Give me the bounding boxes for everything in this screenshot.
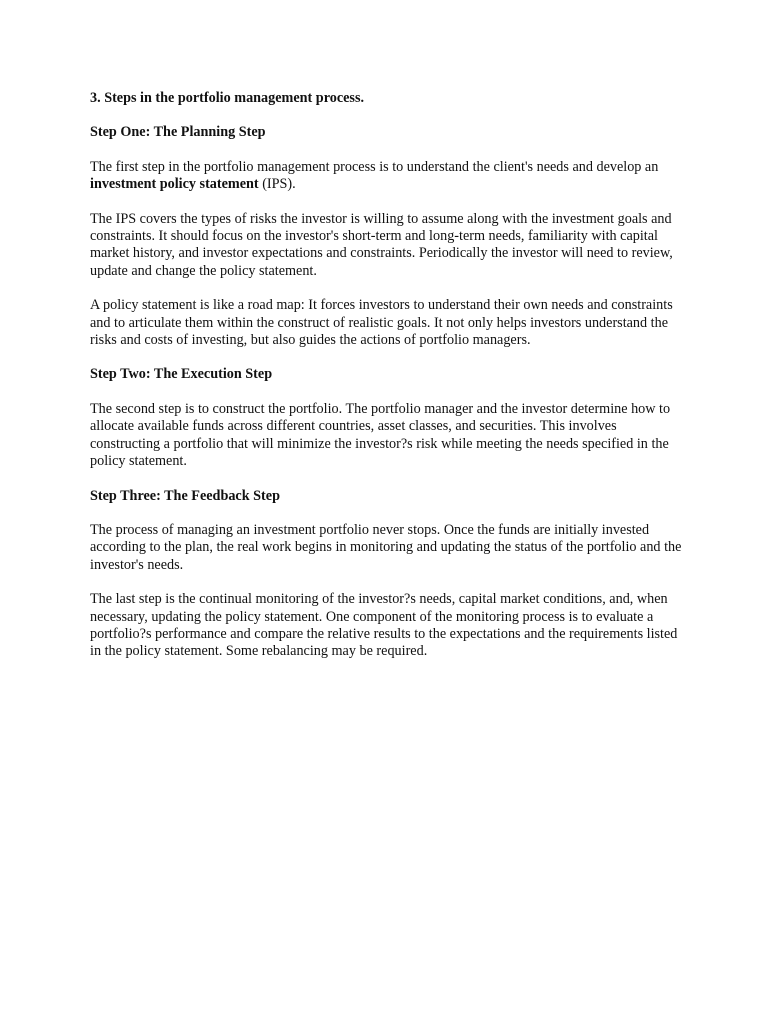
step-three-heading: Step Three: The Feedback Step <box>90 487 280 504</box>
document-content <box>90 90 690 678</box>
ips-term-bold: investment policy statement <box>90 176 259 193</box>
step-two-heading: Step Two: The Execution Step <box>90 366 273 383</box>
step-three-paragraph-2: The last step is the continual monitoring of the investor?s needs, capital market conditions, and, when necessary, updating the policy statement. One component of the monitoring process is to evaluate a portfolio?s performance and compare the relative results to the expectations and the requirements listed in the policy statement. Some rebalancing may be required. <box>90 591 678 660</box>
step-three-paragraph-1: The process of managing an investment portfolio never stops. Once the funds are initially invested according to the plan, the real work begins in monitoring and updating the status of the portfolio and the investor's needs. <box>90 521 682 573</box>
section-title: 3. Steps in the portfolio management process. <box>90 90 365 106</box>
step-one-paragraph-3: A policy statement is like a road map: It forces investors to understand their own needs and constraints and to articulate them within the construct of realistic goals. It not only helps investors understand the risks and costs of investing, but also guides the actions of portfolio managers. <box>90 297 673 349</box>
step-one-p1-text-after: (IPS). <box>258 176 296 193</box>
step-one-paragraph-2: The IPS covers the types of risks the investor is willing to assume along with the investment goals and constraints. It should focus on the investor's short-term and long-term needs, familiarity with capital market history, and investor expectations and constraints. Periodically the investor will need to review, update and change the policy statement. <box>90 210 673 279</box>
step-one-heading: Step One: The Planning Step <box>90 124 266 141</box>
step-one-paragraph-1 <box>90 159 690 194</box>
step-one-p1-text-before: The first step in the portfolio management process is to understand the client's needs and develop an <box>90 158 659 175</box>
step-two-paragraph-1: The second step is to construct the portfolio. The portfolio manager and the investor determine how to allocate available funds across different countries, asset classes, and securities. This involves constructing a portfolio that will minimize the investor?s risk while meeting the needs specified in the policy statement. <box>90 400 671 470</box>
